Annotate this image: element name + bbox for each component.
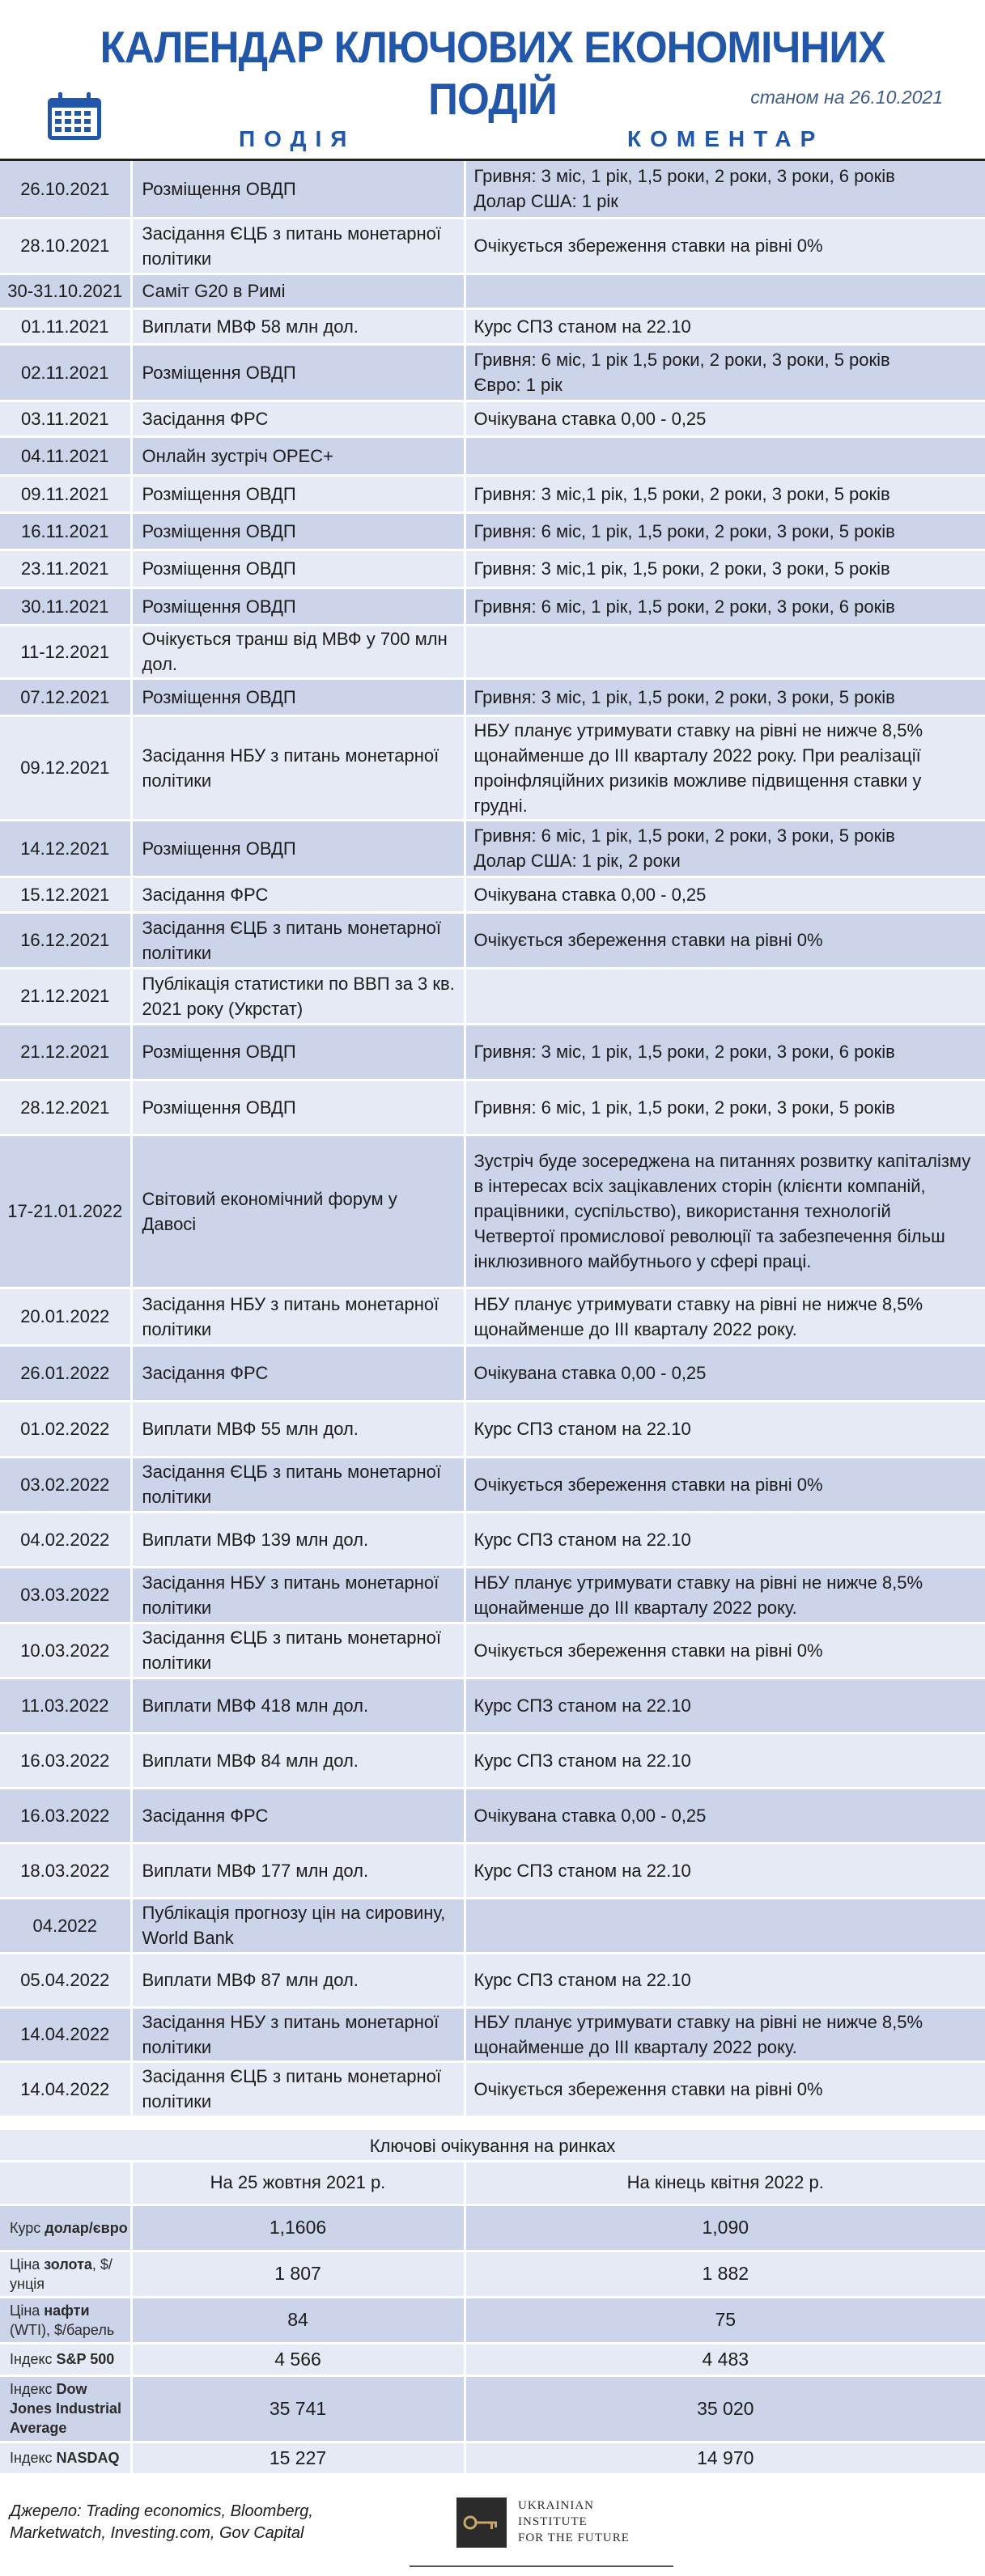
event-name: Розміщення ОВДП bbox=[131, 1024, 465, 1080]
event-date: 30.11.2021 bbox=[0, 588, 131, 625]
event-date: 11.03.2022 bbox=[0, 1678, 131, 1733]
event-row bbox=[0, 161, 985, 218]
event-name: Виплати МВФ 84 млн дол. bbox=[131, 1733, 465, 1788]
market-row bbox=[0, 2375, 985, 2442]
event-row bbox=[0, 1512, 985, 1567]
event-date: 28.12.2021 bbox=[0, 1080, 131, 1135]
event-comment: Гривня: 6 міс, 1 рік, 1,5 роки, 2 роки, 3 роки, 5 років bbox=[465, 1080, 985, 1135]
event-comment: Очікується збереження ставки на рівні 0% bbox=[465, 1457, 985, 1512]
indicator-pre: Індекс bbox=[10, 2351, 57, 2367]
market-col2-header: На кінець квітня 2022 р. bbox=[465, 2162, 985, 2205]
event-name: Виплати МВФ 55 млн дол. bbox=[131, 1401, 465, 1457]
footer bbox=[0, 2476, 985, 2576]
event-date: 01.11.2021 bbox=[0, 308, 131, 344]
event-comment: НБУ планує утримувати ставку на рівні не нижче 8,5% щонайменше до III кварталу 2022 року. bbox=[465, 1567, 985, 1623]
event-comment: Курс СПЗ станом на 22.10 bbox=[465, 1733, 985, 1788]
indicator-bold: NASDAQ bbox=[56, 2450, 120, 2466]
market-row bbox=[0, 2205, 985, 2251]
event-row bbox=[0, 344, 985, 401]
market-header-row bbox=[0, 2162, 985, 2205]
event-date: 16.03.2022 bbox=[0, 1788, 131, 1843]
market-title: Ключові очікування на ринках bbox=[0, 2130, 985, 2162]
event-name: Засідання ФРС bbox=[131, 876, 465, 912]
event-date: 03.02.2022 bbox=[0, 1457, 131, 1512]
market-value-current: 4 566 bbox=[131, 2343, 465, 2375]
event-comment: НБУ планує утримувати ставку на рівні не нижче 8,5% щонайменше до III кварталу 2022 року. При реалізації проінфляційних ризиків можливе підвищення ставки у грудні. bbox=[465, 715, 985, 820]
event-comment: Очікувана ставка 0,00 - 0,25 bbox=[465, 401, 985, 436]
indicator-post: (WTI), $/барель bbox=[10, 2321, 115, 2338]
event-name: Виплати МВФ 139 млн дол. bbox=[131, 1512, 465, 1567]
event-date: 03.03.2022 bbox=[0, 1567, 131, 1623]
event-comment bbox=[465, 625, 985, 678]
market-col1-header: На 25 жовтня 2021 р. bbox=[131, 2162, 465, 2205]
logo-text bbox=[518, 2497, 630, 2546]
event-date: 15.12.2021 bbox=[0, 876, 131, 912]
indicator-bold: долар/євро bbox=[45, 2219, 128, 2236]
indicator-pre: Індекс bbox=[10, 2450, 57, 2466]
event-comment: Гривня: 3 міс,1 рік, 1,5 роки, 2 роки, 3 роки, 5 років bbox=[465, 475, 985, 512]
event-name: Засідання ЄЦБ з питань монетарної політики bbox=[131, 1623, 465, 1678]
event-date: 16.11.2021 bbox=[0, 512, 131, 550]
event-date: 14.04.2022 bbox=[0, 2007, 131, 2061]
indicator-pre: Курс bbox=[10, 2219, 45, 2236]
event-comment: Гривня: 3 міс,1 рік, 1,5 роки, 2 роки, 3 роки, 5 років bbox=[465, 550, 985, 588]
event-row bbox=[0, 912, 985, 968]
event-row bbox=[0, 1024, 985, 1080]
logo-line-1: UKRAINIAN bbox=[518, 2499, 594, 2512]
event-name: Виплати МВФ 177 млн дол. bbox=[131, 1843, 465, 1898]
event-row bbox=[0, 308, 985, 344]
market-value-forecast: 35 020 bbox=[465, 2375, 985, 2442]
event-date: 11-12.2021 bbox=[0, 625, 131, 678]
market-indicator bbox=[0, 2205, 131, 2251]
event-comment: Очікувана ставка 0,00 - 0,25 bbox=[465, 876, 985, 912]
market-indicator bbox=[0, 2343, 131, 2375]
footer-divider bbox=[410, 2565, 673, 2567]
event-name: Засідання ЄЦБ з питань монетарної політики bbox=[131, 218, 465, 274]
event-row bbox=[0, 512, 985, 550]
event-name: Публікація статистики по ВВП за 3 кв. 2021 року (Укрстат) bbox=[131, 968, 465, 1024]
indicator-post: , $/унція bbox=[10, 2256, 113, 2292]
event-name: Розміщення ОВДП bbox=[131, 588, 465, 625]
event-row bbox=[0, 1135, 985, 1288]
event-row bbox=[0, 588, 985, 625]
event-name: Розміщення ОВДП bbox=[131, 550, 465, 588]
event-name: Засідання ФРС bbox=[131, 401, 465, 436]
event-date: 14.12.2021 bbox=[0, 820, 131, 876]
market-value-current: 15 227 bbox=[131, 2442, 465, 2474]
event-date: 28.10.2021 bbox=[0, 218, 131, 274]
market-value-forecast: 1,090 bbox=[465, 2205, 985, 2251]
event-name: Засідання ЄЦБ з питань монетарної політики bbox=[131, 912, 465, 968]
market-indicator bbox=[0, 2297, 131, 2343]
event-comment: Очікується збереження ставки на рівні 0% bbox=[465, 1623, 985, 1678]
event-comment: Очікувана ставка 0,00 - 0,25 bbox=[465, 1788, 985, 1843]
event-date: 04.11.2021 bbox=[0, 436, 131, 475]
event-name: Онлайн зустріч OPEC+ bbox=[131, 436, 465, 475]
event-name: Засідання ЄЦБ з питань монетарної політики bbox=[131, 2061, 465, 2116]
event-name: Засідання ФРС bbox=[131, 1345, 465, 1401]
event-row bbox=[0, 1288, 985, 1345]
event-row bbox=[0, 1457, 985, 1512]
calendar-icon bbox=[46, 91, 103, 142]
event-row bbox=[0, 2007, 985, 2061]
event-comment: НБУ планує утримувати ставку на рівні не нижче 8,5% щонайменше до III кварталу 2022 року. bbox=[465, 1288, 985, 1345]
event-comment bbox=[465, 968, 985, 1024]
key-logo-icon bbox=[456, 2497, 507, 2548]
event-date: 01.02.2022 bbox=[0, 1401, 131, 1457]
event-row bbox=[0, 1080, 985, 1135]
event-row bbox=[0, 1843, 985, 1898]
event-comment: Курс СПЗ станом на 22.10 bbox=[465, 308, 985, 344]
event-name: Засідання ЄЦБ з питань монетарної політики bbox=[131, 1457, 465, 1512]
indicator-pre: Індекс bbox=[10, 2381, 57, 2397]
event-name: Розміщення ОВДП bbox=[131, 475, 465, 512]
event-row bbox=[0, 401, 985, 436]
logo-line-3: FOR THE FUTURE bbox=[518, 2531, 630, 2544]
logo-line-2: INSTITUTE bbox=[518, 2515, 588, 2528]
event-date: 30-31.10.2021 bbox=[0, 274, 131, 308]
market-value-forecast: 4 483 bbox=[465, 2343, 985, 2375]
event-date: 09.11.2021 bbox=[0, 475, 131, 512]
event-name: Розміщення ОВДП bbox=[131, 820, 465, 876]
market-row bbox=[0, 2442, 985, 2474]
event-comment: Очікувана ставка 0,00 - 0,25 bbox=[465, 1345, 985, 1401]
indicator-bold: нафти bbox=[44, 2302, 90, 2319]
event-date: 23.11.2021 bbox=[0, 550, 131, 588]
event-name: Засідання НБУ з питань монетарної політики bbox=[131, 715, 465, 820]
event-row bbox=[0, 678, 985, 715]
event-row bbox=[0, 1898, 985, 1953]
event-comment: Гривня: 6 міс, 1 рік 1,5 роки, 2 роки, 3 роки, 5 років Євро: 1 рік bbox=[465, 344, 985, 401]
event-row bbox=[0, 1953, 985, 2007]
event-name: Розміщення ОВДП bbox=[131, 161, 465, 218]
event-date: 02.11.2021 bbox=[0, 344, 131, 401]
event-comment: Курс СПЗ станом на 22.10 bbox=[465, 1512, 985, 1567]
indicator-bold: золота bbox=[44, 2256, 92, 2273]
event-comment: Курс СПЗ станом на 22.10 bbox=[465, 1843, 985, 1898]
market-value-current: 1,1606 bbox=[131, 2205, 465, 2251]
event-comment: Зустріч буде зосереджена на питаннях розвитку капіталізму в інтересах всіх зацікавлених сторін (клієнти компаній, працівники, суспільство), використання технологій Четвертої промислової революції та забезпечення більш інклюзивного майбутнього у сфері праці. bbox=[465, 1135, 985, 1288]
indicator-pre: Ціна bbox=[10, 2256, 45, 2273]
event-date: 04.2022 bbox=[0, 1898, 131, 1953]
event-comment: Курс СПЗ станом на 22.10 bbox=[465, 1953, 985, 2007]
event-row bbox=[0, 436, 985, 475]
event-name: Розміщення ОВДП bbox=[131, 1080, 465, 1135]
event-row bbox=[0, 715, 985, 820]
event-comment: НБУ планує утримувати ставку на рівні не нижче 8,5% щонайменше до III кварталу 2022 року. bbox=[465, 2007, 985, 2061]
event-date: 03.11.2021 bbox=[0, 401, 131, 436]
event-name: Очікується транш від МВФ у 700 млн дол. bbox=[131, 625, 465, 678]
event-date: 09.12.2021 bbox=[0, 715, 131, 820]
event-row bbox=[0, 1788, 985, 1843]
event-row bbox=[0, 475, 985, 512]
market-row bbox=[0, 2343, 985, 2375]
event-comment: Очікується збереження ставки на рівні 0% bbox=[465, 218, 985, 274]
event-comment bbox=[465, 1898, 985, 1953]
event-date: 21.12.2021 bbox=[0, 968, 131, 1024]
event-name: Світовий економічний форум у Давосі bbox=[131, 1135, 465, 1288]
indicator-pre: Ціна bbox=[10, 2302, 45, 2319]
event-date: 10.03.2022 bbox=[0, 1623, 131, 1678]
event-name: Виплати МВФ 418 млн дол. bbox=[131, 1678, 465, 1733]
sources-text: Джерело: Trading economics, Bloomberg, Marketwatch, Investing.com, Gov Capital bbox=[10, 2502, 313, 2542]
column-header-comment: КОМЕНТАР bbox=[627, 126, 825, 151]
event-date: 26.10.2021 bbox=[0, 161, 131, 218]
event-comment: Очікується збереження ставки на рівні 0% bbox=[465, 912, 985, 968]
market-indicator bbox=[0, 2442, 131, 2474]
market-row bbox=[0, 2297, 985, 2343]
event-name: Розміщення ОВДП bbox=[131, 512, 465, 550]
market-value-forecast: 14 970 bbox=[465, 2442, 985, 2474]
event-comment: Гривня: 3 міс, 1 рік, 1,5 роки, 2 роки, 3 роки, 6 років Долар США: 1 рік bbox=[465, 161, 985, 218]
event-date: 05.04.2022 bbox=[0, 1953, 131, 2007]
event-name: Засідання ФРС bbox=[131, 1788, 465, 1843]
market-value-current: 84 bbox=[131, 2297, 465, 2343]
market-value-current: 35 741 bbox=[131, 2375, 465, 2442]
date-subtitle: станом на 26.10.2021 bbox=[750, 87, 943, 108]
event-date: 14.04.2022 bbox=[0, 2061, 131, 2116]
indicator-bold: S&P 500 bbox=[56, 2351, 115, 2367]
event-comment bbox=[465, 274, 985, 308]
event-comment: Очікується збереження ставки на рівні 0% bbox=[465, 2061, 985, 2116]
event-row bbox=[0, 1567, 985, 1623]
market-indicator bbox=[0, 2375, 131, 2442]
event-comment bbox=[465, 436, 985, 475]
column-header-event: ПОДІЯ bbox=[239, 126, 356, 151]
event-date: 26.01.2022 bbox=[0, 1345, 131, 1401]
event-row bbox=[0, 1733, 985, 1788]
event-row bbox=[0, 1401, 985, 1457]
market-row bbox=[0, 2251, 985, 2297]
event-date: 20.01.2022 bbox=[0, 1288, 131, 1345]
event-row bbox=[0, 218, 985, 274]
event-name: Саміт G20 в Римі bbox=[131, 274, 465, 308]
event-row bbox=[0, 2061, 985, 2116]
event-name: Засідання НБУ з питань монетарної політики bbox=[131, 1567, 465, 1623]
event-date: 04.02.2022 bbox=[0, 1512, 131, 1567]
market-value-current: 1 807 bbox=[131, 2251, 465, 2297]
event-name: Виплати МВФ 58 млн дол. bbox=[131, 308, 465, 344]
event-comment: Курс СПЗ станом на 22.10 bbox=[465, 1678, 985, 1733]
events-table bbox=[0, 161, 985, 2118]
event-name: Засідання НБУ з питань монетарної політики bbox=[131, 2007, 465, 2061]
event-date: 21.12.2021 bbox=[0, 1024, 131, 1080]
event-row bbox=[0, 876, 985, 912]
market-value-forecast: 75 bbox=[465, 2297, 985, 2343]
event-row bbox=[0, 274, 985, 308]
event-name: Розміщення ОВДП bbox=[131, 344, 465, 401]
event-comment: Курс СПЗ станом на 22.10 bbox=[465, 1401, 985, 1457]
event-row bbox=[0, 1623, 985, 1678]
event-row bbox=[0, 1678, 985, 1733]
event-name: Розміщення ОВДП bbox=[131, 678, 465, 715]
market-expectations bbox=[0, 2130, 985, 2476]
event-date: 07.12.2021 bbox=[0, 678, 131, 715]
event-row bbox=[0, 550, 985, 588]
page-header bbox=[0, 0, 985, 158]
event-row bbox=[0, 1345, 985, 1401]
market-table bbox=[0, 2162, 985, 2476]
indicator-bold: Dow Jones Industrial Average bbox=[10, 2381, 122, 2436]
event-comment: Гривня: 3 міс, 1 рік, 1,5 роки, 2 роки, 3 роки, 5 років bbox=[465, 678, 985, 715]
event-comment: Гривня: 6 міс, 1 рік, 1,5 роки, 2 роки, 3 роки, 5 років bbox=[465, 512, 985, 550]
market-value-forecast: 1 882 bbox=[465, 2251, 985, 2297]
market-header-blank bbox=[0, 2162, 131, 2205]
event-name: Публікація прогнозу цін на сировину, World Bank bbox=[131, 1898, 465, 1953]
event-name: Виплати МВФ 87 млн дол. bbox=[131, 1953, 465, 2007]
event-name: Засідання НБУ з питань монетарної політики bbox=[131, 1288, 465, 1345]
event-date: 16.03.2022 bbox=[0, 1733, 131, 1788]
event-row bbox=[0, 625, 985, 678]
market-indicator bbox=[0, 2251, 131, 2297]
event-date: 17-21.01.2022 bbox=[0, 1135, 131, 1288]
event-row bbox=[0, 968, 985, 1024]
event-row bbox=[0, 820, 985, 876]
event-date: 16.12.2021 bbox=[0, 912, 131, 968]
event-comment: Гривня: 6 міс, 1 рік, 1,5 роки, 2 роки, 3 роки, 5 років Долар США: 1 рік, 2 роки bbox=[465, 820, 985, 876]
event-date: 18.03.2022 bbox=[0, 1843, 131, 1898]
page-title: КАЛЕНДАР КЛЮЧОВИХ ЕКОНОМІЧНИХ ПОДІЙ bbox=[100, 22, 885, 124]
event-comment: Гривня: 3 міс, 1 рік, 1,5 роки, 2 роки, 3 роки, 6 років bbox=[465, 1024, 985, 1080]
event-comment: Гривня: 6 міс, 1 рік, 1,5 роки, 2 роки, 3 роки, 6 років bbox=[465, 588, 985, 625]
